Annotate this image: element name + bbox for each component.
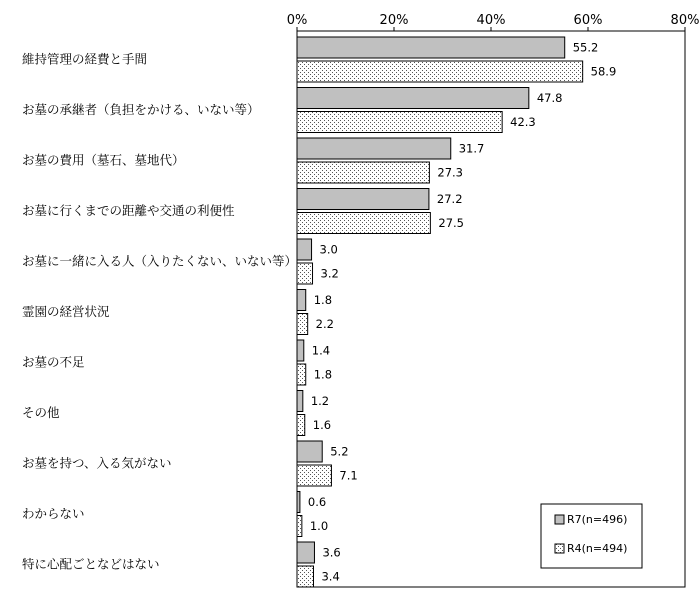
bar-r7 — [297, 189, 429, 210]
value-label-r4: 27.5 — [438, 216, 464, 230]
category-label: お墓の不足 — [22, 354, 85, 370]
legend-swatch-r4 — [555, 544, 564, 553]
category-label: お墓を持つ、入る気がない — [22, 455, 172, 471]
bar-r7 — [297, 290, 306, 311]
bar-r7 — [297, 138, 451, 159]
value-label-r7: 0.6 — [307, 495, 327, 509]
bar-r4 — [297, 364, 306, 385]
bar-r7 — [297, 239, 312, 260]
bar-r7 — [297, 492, 300, 513]
x-tick-label: 80% — [670, 13, 700, 28]
bar-r7 — [297, 340, 304, 361]
category-label: その他 — [22, 405, 60, 420]
value-label-r4: 1.8 — [313, 367, 333, 382]
category-label: お墓の承継者（負担をかける、いない等） — [22, 102, 260, 117]
value-label-r4: 7.1 — [339, 468, 358, 483]
legend-swatch-r7 — [555, 515, 564, 524]
bar-r4 — [297, 213, 430, 234]
value-label-r4: 2.2 — [315, 317, 334, 331]
bar-r7 — [297, 391, 303, 412]
value-label-r7: 1.4 — [311, 343, 331, 358]
value-label-r7: 5.2 — [330, 444, 349, 459]
x-tick-label: 0% — [286, 13, 308, 28]
value-label-r4: 3.4 — [321, 569, 340, 584]
value-label-r7: 1.8 — [313, 293, 333, 307]
x-tick-label: 40% — [476, 13, 506, 28]
category-label: お墓に一緒に入る人（入りたくない、いない等） — [22, 253, 298, 269]
category-label: お墓に行くまでの距離や交通の利便性 — [22, 203, 235, 218]
value-label-r7: 27.2 — [436, 192, 463, 206]
bar-r7 — [297, 88, 529, 109]
value-label-r7: 3.6 — [322, 545, 341, 560]
category-label: わからない — [22, 506, 85, 521]
category-label: 維持管理の経費と手間 — [22, 51, 148, 67]
bar-r4 — [297, 112, 502, 133]
x-tick-label: 20% — [379, 13, 409, 28]
bar-r4 — [297, 61, 583, 82]
value-label-r4: 27.3 — [437, 165, 464, 180]
value-label-r4: 1.6 — [312, 418, 332, 432]
value-label-r4: 1.0 — [309, 519, 329, 533]
bar-r4 — [297, 465, 331, 486]
bar-r7 — [297, 542, 314, 563]
category-label: 霊園の経営状況 — [22, 304, 110, 319]
bar-r4 — [297, 314, 308, 335]
value-label-r4: 3.2 — [320, 266, 339, 281]
x-tick-label: 60% — [573, 13, 603, 28]
value-label-r7: 31.7 — [458, 141, 485, 156]
bar-r4 — [297, 263, 313, 284]
bar-r4 — [297, 516, 302, 537]
value-label-r7: 3.0 — [319, 242, 338, 257]
bar-r4 — [297, 415, 305, 436]
bar-r7 — [297, 441, 322, 462]
bar-r4 — [297, 566, 313, 587]
bar-r7 — [297, 37, 565, 58]
legend-label-r4: R4(n=494) — [567, 542, 628, 555]
legend-label-r7: R7(n=496) — [567, 513, 628, 526]
value-label-r7: 55.2 — [572, 40, 599, 55]
category-label: お墓の費用（墓石、墓地代） — [22, 152, 185, 168]
category-label: 特に心配ごとなどはない — [22, 556, 160, 572]
bar-r4 — [297, 162, 429, 183]
value-label-r4: 42.3 — [510, 115, 536, 129]
value-label-r7: 47.8 — [536, 91, 563, 105]
value-label-r4: 58.9 — [590, 64, 617, 79]
legend — [541, 504, 642, 568]
value-label-r7: 1.2 — [310, 394, 330, 408]
